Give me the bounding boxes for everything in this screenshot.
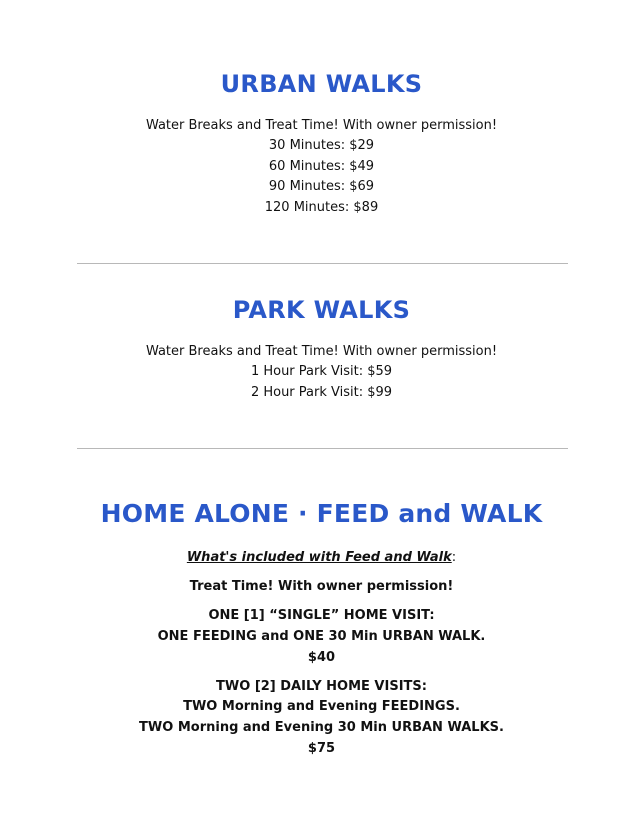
park-walks-intro: Water Breaks and Treat Time! With owner permission! [145,344,498,359]
urban-walks-title: URBAN WALKS [220,70,423,98]
park-price-1-hour: 1 Hour Park Visit: $59 [250,364,393,379]
park-walks-title: PARK WALKS [232,296,411,324]
treat-time-text: Treat Time! With owner permission! [189,579,454,594]
single-visit-details: ONE FEEDING and ONE 30 Min URBAN WALK. [157,629,486,644]
whats-included-link[interactable]: What's included with Feed and Walk [186,550,452,565]
urban-price-90: 90 Minutes: $69 [268,179,375,194]
urban-walks-intro: Water Breaks and Treat Time! With owner permission! [145,118,498,133]
urban-price-60: 60 Minutes: $49 [268,159,375,174]
included-colon: : [451,550,457,565]
urban-price-30: 30 Minutes: $29 [268,138,375,153]
daily-visits-price: $75 [307,741,336,756]
included-line [0,550,643,566]
urban-price-120: 120 Minutes: $89 [264,200,379,215]
single-visit-price: $40 [307,650,336,665]
home-alone-title: HOME ALONE · FEED and WALK [100,499,543,528]
daily-visits-feedings: TWO Morning and Evening FEEDINGS. [183,699,460,714]
daily-visits-walks: TWO Morning and Evening 30 Min URBAN WALKS. [139,720,504,735]
single-visit-heading: ONE [1] “SINGLE” HOME VISIT: [208,608,435,623]
section-divider [77,448,568,449]
park-price-2-hour: 2 Hour Park Visit: $99 [250,385,393,400]
daily-visits-heading: TWO [2] DAILY HOME VISITS: [216,679,427,694]
section-divider [77,263,568,264]
